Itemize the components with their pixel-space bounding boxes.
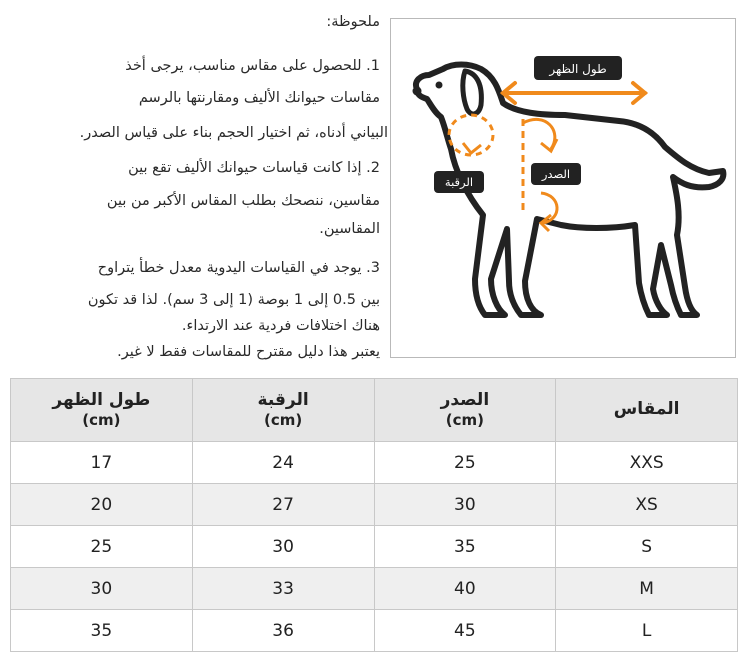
header-label: المقاس	[613, 399, 680, 420]
dog-eye	[436, 82, 443, 89]
header-unit: (cm)	[445, 411, 484, 430]
table-row	[11, 484, 738, 526]
cell-neck: 33	[192, 568, 374, 610]
header-size	[556, 379, 738, 442]
note-line: 3. يوجد في القياسات اليدوية معدل خطأ يتراوح	[97, 260, 380, 276]
dog-measurement-diagram	[390, 18, 736, 358]
header-unit: (cm)	[82, 411, 121, 430]
note-line: المقاسين.	[319, 221, 380, 237]
cell-neck: 30	[192, 526, 374, 568]
cell-size: XXS	[556, 442, 738, 484]
back-length-tag	[534, 56, 622, 80]
note-line: 2. إذا كانت قياسات حيوانك الأليف تقع بين	[128, 160, 380, 176]
table-row	[11, 568, 738, 610]
note-line: مقاسات حيوانك الأليف ومقارنتها بالرسم	[138, 90, 380, 106]
cell-back-length: 25	[11, 526, 193, 568]
cell-neck: 24	[192, 442, 374, 484]
header-unit: (cm)	[264, 411, 303, 430]
cell-back-length: 35	[11, 610, 193, 652]
table-row	[11, 610, 738, 652]
header-back-length	[11, 379, 193, 442]
note-line: هناك اختلافات فردية عند الارتداء.	[181, 318, 380, 334]
cell-size: L	[556, 610, 738, 652]
cell-chest: 35	[374, 526, 556, 568]
cell-neck: 36	[192, 610, 374, 652]
cell-size: M	[556, 568, 738, 610]
cell-back-length: 30	[11, 568, 193, 610]
svg-text:طول الظهر: طول الظهر	[549, 62, 607, 76]
header-label: طول الظهر	[52, 390, 151, 410]
cell-back-length: 20	[11, 484, 193, 526]
note-line: بين 0.5 إلى 1 بوصة (1 إلى 3 سم). لذا قد تكون	[87, 292, 380, 308]
back-length-arrow	[503, 83, 645, 103]
neck-tag	[434, 171, 484, 193]
notes-heading: ملحوظة:	[326, 14, 380, 30]
size-chart-table	[10, 378, 738, 652]
note-line: البياني أدناه، ثم اختيار الحجم بناء على قياس الصدر.	[79, 125, 388, 141]
svg-text:الصدر: الصدر	[541, 167, 571, 181]
cell-chest: 45	[374, 610, 556, 652]
cell-neck: 27	[192, 484, 374, 526]
table-row	[11, 442, 738, 484]
cell-size: XS	[556, 484, 738, 526]
svg-text:الرقبة: الرقبة	[444, 175, 474, 189]
note-line: يعتبر هذا دليل مقترح للمقاسات فقط لا غير.	[117, 344, 380, 360]
cell-chest: 25	[374, 442, 556, 484]
header-label: الرقبة	[257, 390, 309, 410]
cell-chest: 40	[374, 568, 556, 610]
chest-tag	[531, 163, 581, 185]
cell-size: S	[556, 526, 738, 568]
header-chest	[374, 379, 556, 442]
table-header-row	[11, 379, 738, 442]
note-line: 1. للحصول على مقاس مناسب، يرجى أخذ	[125, 58, 380, 74]
dog-ear	[463, 71, 482, 114]
dog-illustration	[391, 19, 737, 359]
cell-chest: 30	[374, 484, 556, 526]
table-row	[11, 526, 738, 568]
cell-back-length: 17	[11, 442, 193, 484]
note-line: مقاسين، ننصحك بطلب المقاس الأكبر من بين	[106, 193, 380, 209]
header-neck	[192, 379, 374, 442]
dog-nose	[413, 87, 422, 96]
header-label: الصدر	[440, 390, 490, 410]
